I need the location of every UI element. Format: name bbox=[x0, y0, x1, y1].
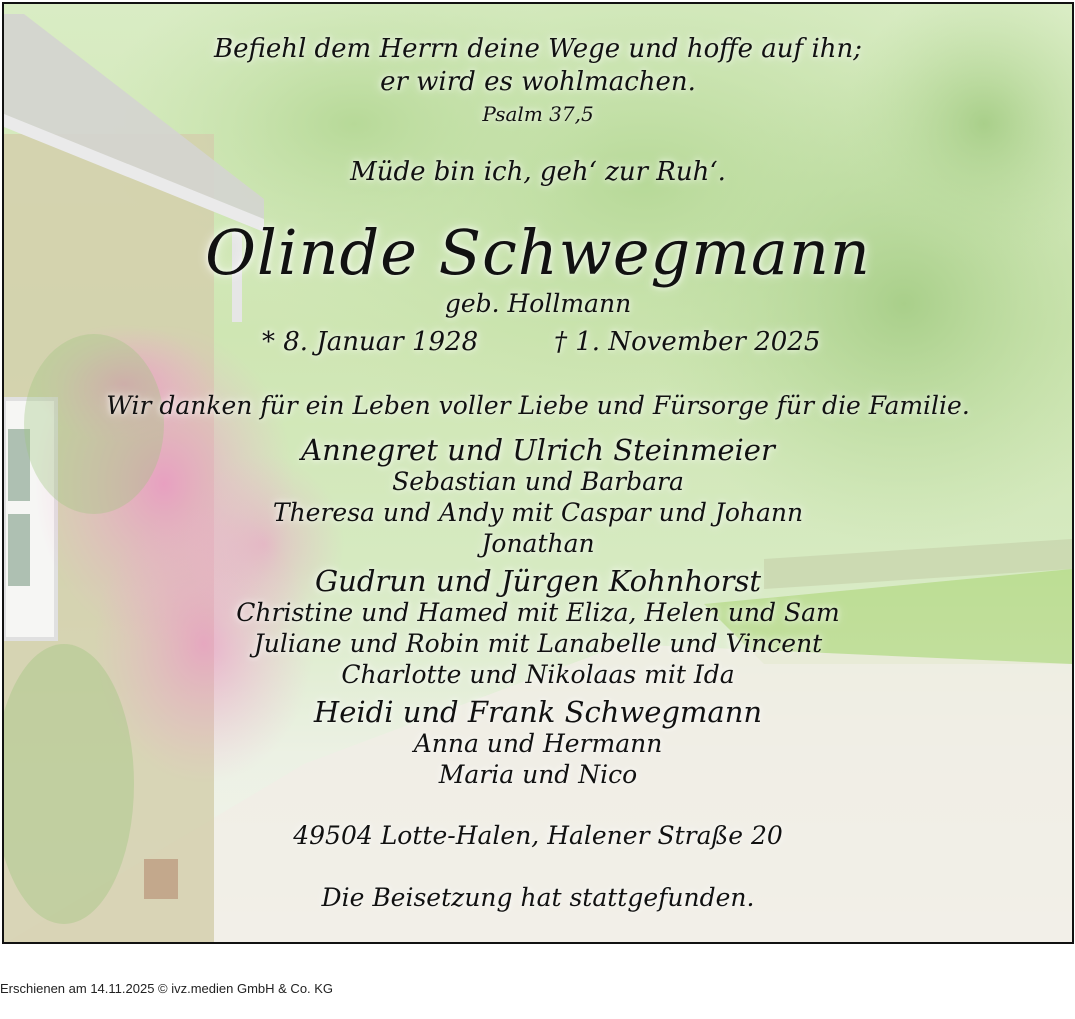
family-member-line: Theresa und Andy mit Caspar und Johann bbox=[272, 498, 804, 527]
family-head-1: Annegret und Ulrich Steinmeier bbox=[301, 433, 775, 467]
address: 49504 Lotte-Halen, Halener Straße 20 bbox=[293, 821, 783, 850]
verse-reference: Psalm 37,5 bbox=[482, 102, 594, 126]
family-member-line: Sebastian und Barbara bbox=[392, 467, 684, 496]
family-head-3: Heidi und Frank Schwegmann bbox=[313, 695, 763, 729]
death-date: † 1. November 2025 bbox=[554, 327, 821, 357]
deceased-name: Olinde Schwegmann bbox=[205, 216, 871, 289]
motto: Müde bin ich, geh‘ zur Ruh‘. bbox=[350, 157, 726, 187]
burial-note: Die Beisetzung hat stattgefunden. bbox=[321, 883, 755, 912]
verse-line-1: Befiehl dem Herrn deine Wege und hoffe auf ihn; bbox=[213, 34, 863, 64]
maiden-name: geb. Hollmann bbox=[444, 289, 632, 318]
family-member-line: Jonathan bbox=[481, 529, 595, 558]
family-member-line: Charlotte und Nikolaas mit Ida bbox=[341, 660, 735, 689]
notice-text bbox=[4, 4, 1072, 942]
thanks-line: Wir danken für ein Leben voller Liebe und Fürsorge für die Familie. bbox=[106, 391, 970, 420]
family-member-line: Maria und Nico bbox=[438, 760, 638, 789]
life-dates bbox=[4, 327, 1072, 361]
publication-footer: Erschienen am 14.11.2025 © ivz.medien GmbH & Co. KG bbox=[0, 981, 334, 996]
family-member-line: Juliane und Robin mit Lanabelle und Vincent bbox=[253, 629, 823, 658]
family-member-line: Anna und Hermann bbox=[413, 729, 663, 758]
birth-date: * 8. Januar 1928 bbox=[262, 327, 479, 357]
family-member-line: Christine und Hamed mit Eliza, Helen und Sam bbox=[236, 598, 840, 627]
family-head-2: Gudrun und Jürgen Kohnhorst bbox=[314, 564, 761, 598]
obituary-notice bbox=[2, 2, 1074, 944]
verse-line-2: er wird es wohlmachen. bbox=[380, 67, 696, 97]
